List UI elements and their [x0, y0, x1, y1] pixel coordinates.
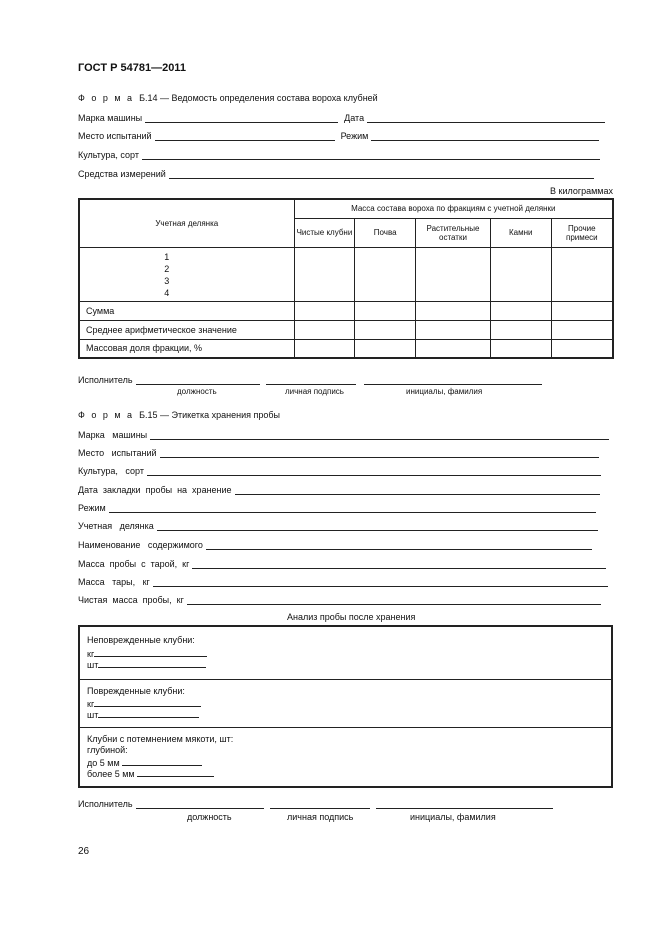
f15-label: Место испытаний	[78, 448, 157, 458]
pcs-label: шт	[87, 660, 99, 670]
label-machine: Марка машины	[78, 113, 143, 123]
table-cell[interactable]	[416, 339, 491, 358]
place-input-line[interactable]	[155, 131, 335, 141]
name-line[interactable]	[364, 375, 542, 385]
f15-input-line[interactable]	[160, 448, 599, 458]
label-place: Место испытаний	[78, 131, 152, 141]
undamaged-kg-line[interactable]	[94, 648, 207, 657]
f15-field	[78, 574, 608, 587]
analysis-frame	[78, 625, 613, 788]
form15-executor	[78, 796, 553, 809]
f15-field	[78, 463, 601, 476]
position-line[interactable]	[136, 375, 260, 385]
caption-position: должность	[177, 387, 217, 396]
damaged-pcs	[87, 709, 199, 720]
f15-input-line[interactable]	[109, 503, 596, 513]
col-other-impurities: Прочие примеси	[551, 218, 613, 247]
undamaged-kg	[87, 648, 207, 659]
form14-title-prefix: Ф о р м а	[78, 93, 135, 103]
col-group-header: Масса состава вороха по фракциям с учетной делянки	[294, 199, 613, 218]
damaged-pcs-line[interactable]	[98, 709, 199, 718]
date-input-line[interactable]	[367, 113, 605, 123]
f15-label: Масса пробы с тарой, кг	[78, 559, 190, 569]
caption-name: инициалы, фамилия	[410, 812, 496, 822]
analysis-title: Анализ пробы после хранения	[287, 612, 416, 622]
units-note: В килограммах	[550, 186, 613, 196]
undamaged-pcs-line[interactable]	[98, 659, 206, 668]
table-cell[interactable]	[416, 301, 491, 320]
table-cell[interactable]	[355, 247, 416, 301]
f15-field	[78, 518, 598, 531]
field-machine-date	[78, 110, 605, 123]
f15-field	[78, 500, 596, 513]
document-header: ГОСТ Р 54781—2011	[78, 62, 186, 74]
plot-number: 2	[164, 263, 170, 274]
pcs-label: шт	[87, 710, 99, 720]
mode-input-line[interactable]	[371, 131, 599, 141]
table-cell[interactable]	[551, 339, 613, 358]
f15-label: Чистая масса пробы, кг	[78, 595, 184, 605]
form14-title	[78, 93, 378, 103]
f15-field	[78, 592, 601, 605]
name-line[interactable]	[376, 799, 553, 809]
form15-title	[78, 410, 280, 420]
caption-name: инициалы, фамилия	[406, 387, 483, 396]
f15-field	[78, 427, 609, 440]
plot-number: 3	[164, 275, 170, 286]
crop-input-line[interactable]	[142, 150, 600, 160]
table-cell[interactable]	[490, 247, 551, 301]
f15-input-line[interactable]	[235, 485, 600, 495]
f15-input-line[interactable]	[153, 577, 608, 587]
f15-label: Марка машины	[78, 430, 148, 440]
caption-signature: личная подпись	[285, 387, 344, 396]
damaged-kg	[87, 698, 201, 709]
col-soil: Почва	[355, 218, 416, 247]
section-divider	[80, 727, 611, 728]
field-instruments	[78, 166, 594, 179]
f15-label: Наименование содержимого	[78, 540, 203, 550]
f15-input-line[interactable]	[147, 466, 601, 476]
damaged-kg-line[interactable]	[94, 698, 201, 707]
f15-label: Культура, сорт	[78, 466, 144, 476]
form14-title-text: Б.14 — Ведомость определения состава вороха клубней	[139, 93, 378, 103]
table-cell[interactable]	[294, 247, 355, 301]
row-mass-fraction: Массовая доля фракции, %	[79, 339, 294, 358]
section-divider	[80, 679, 611, 680]
form14-executor	[78, 372, 542, 385]
table-cell[interactable]	[355, 301, 416, 320]
label-instruments: Средства измерений	[78, 169, 166, 179]
table-cell[interactable]	[355, 320, 416, 339]
upto5	[87, 757, 202, 768]
f15-input-line[interactable]	[187, 595, 601, 605]
f15-label: Дата закладки пробы на хранение	[78, 485, 232, 495]
table-cell[interactable]	[490, 339, 551, 358]
table-cell[interactable]	[416, 247, 491, 301]
field-place-mode	[78, 128, 599, 141]
undamaged-label: Неповрежденные клубни:	[87, 635, 195, 645]
over5	[87, 768, 214, 779]
caption-position: должность	[187, 812, 232, 822]
row-sum: Сумма	[79, 301, 294, 320]
col-stones: Камни	[490, 218, 551, 247]
f15-field	[78, 482, 600, 495]
table-cell[interactable]	[490, 301, 551, 320]
over5-label: более 5 мм	[87, 769, 135, 779]
table-cell[interactable]	[355, 339, 416, 358]
f15-label: Учетная делянка	[78, 521, 154, 531]
executor-label: Исполнитель	[78, 799, 133, 809]
field-crop	[78, 147, 600, 160]
form15-title-text: Б.15 — Этикетка хранения пробы	[139, 410, 280, 420]
table-cell[interactable]	[490, 320, 551, 339]
undamaged-pcs	[87, 659, 206, 670]
kg-label: кг	[87, 699, 95, 709]
page-number: 26	[78, 846, 90, 857]
plot-number: 4	[164, 287, 170, 298]
caption-signature: личная подпись	[287, 812, 354, 822]
position-line[interactable]	[136, 799, 264, 809]
label-crop: Культура, сорт	[78, 150, 139, 160]
table-cell[interactable]	[551, 301, 613, 320]
table-cell[interactable]	[294, 301, 355, 320]
f15-input-line[interactable]	[157, 521, 598, 531]
upto5-line[interactable]	[122, 757, 202, 766]
tuber-composition-table	[78, 198, 614, 359]
table-cell[interactable]	[294, 320, 355, 339]
depth-label: глубиной:	[87, 745, 128, 755]
signature-line[interactable]	[266, 375, 356, 385]
over5-line[interactable]	[137, 768, 214, 777]
f15-input-line[interactable]	[206, 540, 592, 550]
label-date: Дата	[344, 113, 365, 123]
table-cell[interactable]	[294, 339, 355, 358]
f15-label: Режим	[78, 503, 106, 513]
plot-numbers	[79, 247, 294, 301]
form15-title-prefix: Ф о р м а	[78, 410, 135, 420]
table-cell[interactable]	[551, 247, 613, 301]
table-cell[interactable]	[416, 320, 491, 339]
executor-label: Исполнитель	[78, 375, 133, 385]
f15-field	[78, 537, 592, 550]
table-cell[interactable]	[551, 320, 613, 339]
upto5-label: до 5 мм	[87, 758, 120, 768]
f15-input-line[interactable]	[150, 430, 609, 440]
row-mean: Среднее арифметическое значение	[79, 320, 294, 339]
damaged-label: Поврежденные клубни:	[87, 686, 185, 696]
col-plot-header: Учетная делянка	[79, 199, 294, 247]
machine-input-line[interactable]	[145, 113, 338, 123]
darkened-label: Клубни с потемнением мякоти, шт:	[87, 734, 234, 744]
f15-input-line[interactable]	[192, 559, 606, 569]
label-mode: Режим	[340, 131, 369, 141]
signature-line[interactable]	[270, 799, 370, 809]
plot-number: 1	[164, 251, 170, 262]
col-clean-tubers: Чистые клубни	[294, 218, 355, 247]
kg-label: кг	[87, 649, 95, 659]
col-plant-residue: Растительные остатки	[416, 218, 491, 247]
f15-field	[78, 445, 599, 458]
instruments-input-line[interactable]	[169, 169, 594, 179]
f15-field	[78, 556, 606, 569]
f15-label: Масса тары, кг	[78, 577, 150, 587]
